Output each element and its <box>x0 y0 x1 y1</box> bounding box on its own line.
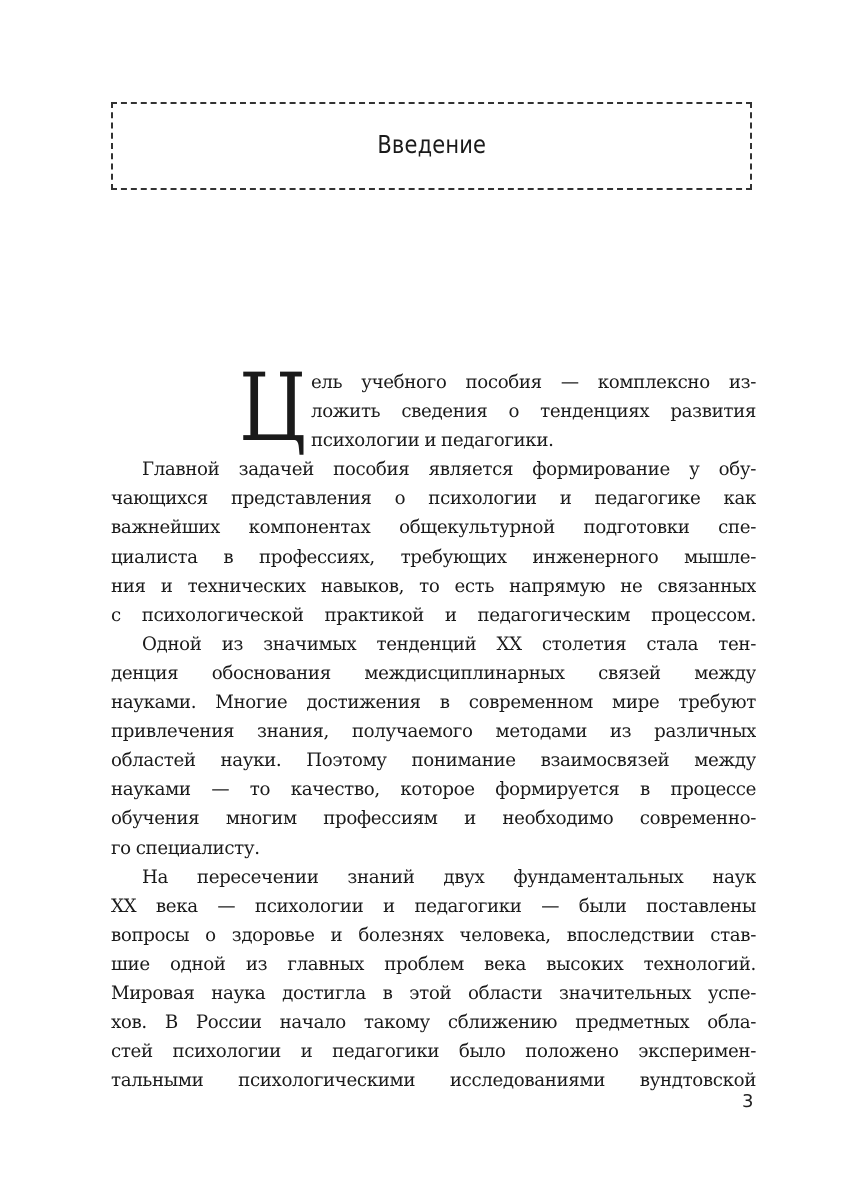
intro-line-3: психологии и педагогики. <box>311 430 554 452</box>
paragraph-line: с психологической практикой и педагогическим процессом. <box>111 604 756 626</box>
paragraph-line: Главной задачей пособия является формирование у обу- <box>142 459 756 481</box>
page-number: 3 <box>742 1091 754 1112</box>
paragraph-line: го специалисту. <box>111 837 260 859</box>
paragraph-line: областей науки. Поэтому понимание взаимосвязей между <box>111 750 756 772</box>
paragraph-3 <box>111 863 756 1096</box>
paragraph-line: важнейших компонентах общекультурной подготовки спе- <box>111 517 756 539</box>
paragraph-1 <box>111 455 756 630</box>
paragraph-line: ния и технических навыков, то есть напрямую не связанных <box>111 575 756 597</box>
intro-line-2: ложить сведения о тенденциях развития <box>311 401 756 423</box>
paragraph-line: денция обоснования междисциплинарных связей между <box>111 662 756 684</box>
intro-paragraph <box>111 354 756 463</box>
paragraph-line: хов. В России начало такому сближению предметных обла- <box>111 1012 756 1034</box>
paragraph-line: чающихся представления о психологии и педагогике как <box>111 488 756 510</box>
paragraph-line: обучения многим профессиям и необходимо современно- <box>111 808 756 830</box>
paragraph-line: вопросы о здоровье и болезнях человека, впоследствии став- <box>111 924 756 946</box>
paragraph-line: Одной из значимых тенденций XX столетия стала тен- <box>142 633 756 655</box>
chapter-title: Введение <box>377 129 486 159</box>
paragraph-line: Мировая наука достигла в этой области значительных успе- <box>111 982 756 1004</box>
paragraph-line: привлечения знания, получаемого методами из различных <box>111 721 756 743</box>
body-text <box>111 354 756 1095</box>
paragraph-line: На пересечении знаний двух фундаментальных наук <box>142 866 756 888</box>
chapter-heading-frame <box>111 102 752 190</box>
paragraph-line: стей психологии и педагогики было положено эксперимен- <box>111 1041 756 1063</box>
paragraph-line: науками — то качество, которое формируется в процессе <box>111 779 756 801</box>
paragraph-line: науками. Многие достижения в современном мире требуют <box>111 692 756 714</box>
paragraph-line: XX века — психологии и педагогики — были поставлены <box>111 895 756 917</box>
paragraph-2 <box>111 630 756 863</box>
paragraph-line: тальными психологическими исследованиями вундтовской <box>111 1070 756 1092</box>
drop-cap-letter: Ц <box>239 354 306 463</box>
paragraph-line: шие одной из главных проблем века высоких технологий. <box>111 953 756 975</box>
paragraph-line: циалиста в профессиях, требующих инженерного мышле- <box>111 546 756 568</box>
intro-line-1: ель учебного пособия — комплексно из- <box>311 372 756 393</box>
